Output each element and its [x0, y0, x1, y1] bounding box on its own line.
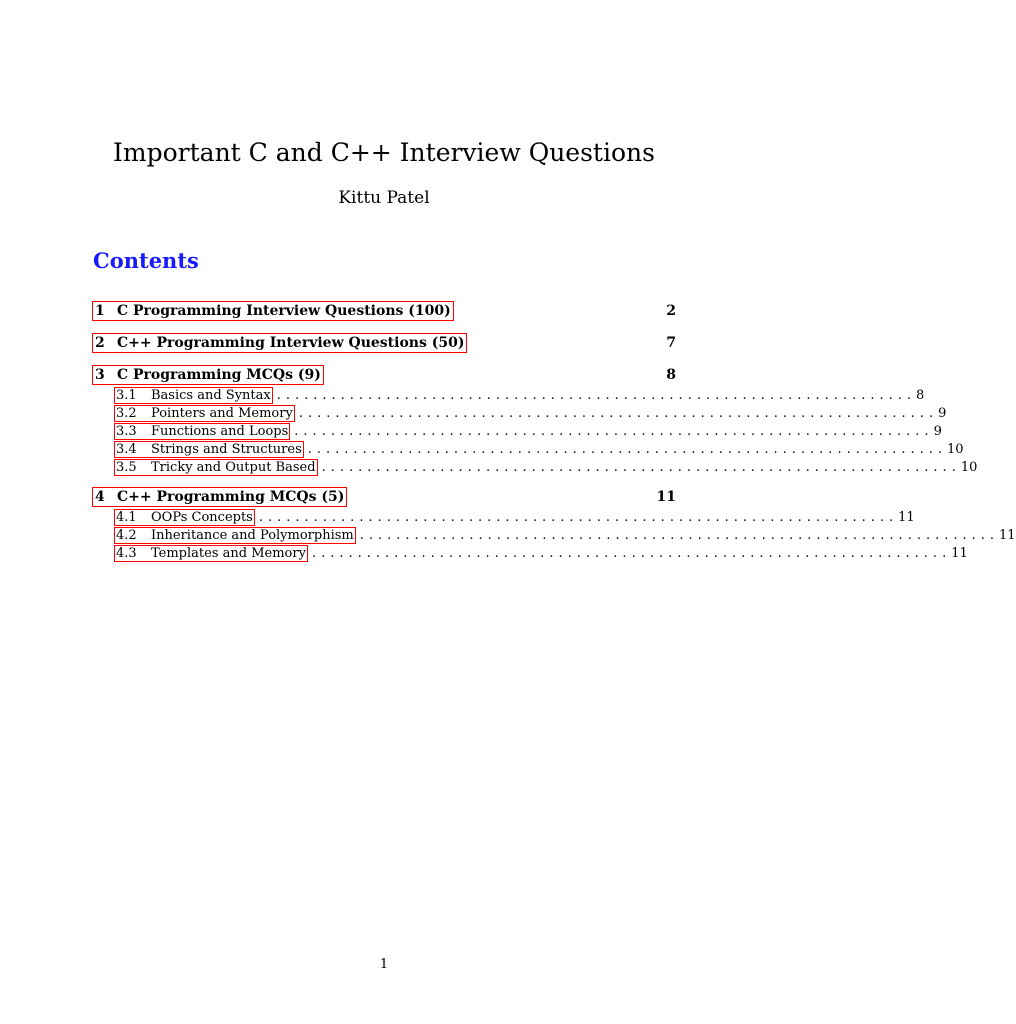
toc-leader-dots: ......................................................................	[298, 406, 939, 421]
toc-subsection-3-3	[92, 423, 942, 441]
toc-subsection-page: 11	[951, 546, 968, 561]
toc-subsection-4-1	[92, 509, 915, 527]
toc-subsection-number: 3.3	[116, 424, 137, 439]
toc-leader-dots: ......................................................................	[258, 510, 899, 525]
toc-subsection-number: 3.2	[116, 406, 137, 421]
document-title: Important C and C++ Interview Questions	[113, 138, 655, 167]
toc-leader-dots: ......................................................................	[294, 424, 934, 439]
toc-section-1	[92, 301, 676, 323]
toc-subsection-number: 4.3	[116, 546, 137, 561]
toc-section-title: C++ Programming Interview Questions (50)	[117, 335, 465, 351]
toc-subsection-title: Basics and Syntax	[151, 388, 271, 403]
toc-subsection-title: Templates and Memory	[151, 546, 306, 561]
toc-link-subsection-4-1[interactable]	[114, 509, 255, 526]
toc-section-number: 4	[95, 489, 105, 505]
toc-subsection-number: 3.1	[116, 388, 137, 403]
toc-section-4	[92, 487, 676, 509]
toc-link-section-2[interactable]	[92, 333, 467, 353]
toc-subsection-title: Functions and Loops	[151, 424, 289, 439]
toc-leader-dots: ......................................................................	[276, 388, 916, 403]
toc-subsection-title: OOPs Concepts	[151, 510, 253, 525]
toc-subsection-page: 9	[933, 424, 942, 439]
toc-subsection-number: 4.2	[116, 528, 137, 543]
toc-link-subsection-4-2[interactable]	[114, 527, 356, 544]
toc-section-page: 11	[656, 489, 676, 505]
toc-leader-dots: ......................................................................	[359, 528, 1000, 543]
toc-subsection-number: 3.4	[116, 442, 137, 457]
toc-subsection-number: 4.1	[116, 510, 137, 525]
toc-subsection-title: Pointers and Memory	[151, 406, 293, 421]
toc-subsection-title: Tricky and Output Based	[151, 460, 316, 475]
toc-section-3	[92, 365, 676, 387]
toc-subsection-4-3	[92, 545, 968, 563]
toc-section-number: 3	[95, 367, 105, 383]
toc-link-subsection-3-5[interactable]	[114, 459, 318, 476]
toc-link-subsection-4-3[interactable]	[114, 545, 308, 562]
toc-link-section-1[interactable]	[92, 301, 454, 321]
toc-section-page: 2	[666, 303, 676, 319]
toc-leader-dots: ......................................................................	[307, 442, 948, 457]
toc-subsection-title: Inheritance and Polymorphism	[151, 528, 354, 543]
toc-link-section-4[interactable]	[92, 487, 347, 507]
toc-section-title: C Programming MCQs (9)	[117, 367, 321, 383]
toc-subsection-4-2	[92, 527, 1016, 545]
toc-link-subsection-3-4[interactable]	[114, 441, 304, 458]
toc-subsection-page: 8	[916, 388, 925, 403]
page-number: 1	[379, 957, 389, 972]
table-of-contents	[92, 301, 1016, 563]
toc-subsection-3-4	[92, 441, 964, 459]
toc-subsection-title: Strings and Structures	[151, 442, 302, 457]
toc-link-subsection-3-1[interactable]	[114, 387, 273, 404]
toc-subsection-3-2	[92, 405, 947, 423]
toc-subsection-3-5	[92, 459, 978, 477]
toc-link-section-3[interactable]	[92, 365, 324, 385]
toc-section-page: 7	[666, 335, 676, 351]
toc-section-number: 1	[95, 303, 105, 319]
toc-subsection-page: 11	[898, 510, 915, 525]
toc-section-page: 8	[666, 367, 676, 383]
toc-subsection-number: 3.5	[116, 460, 137, 475]
toc-section-title: C++ Programming MCQs (5)	[117, 489, 345, 505]
toc-subsection-page: 10	[947, 442, 964, 457]
toc-leader-dots: ......................................................................	[321, 460, 961, 475]
toc-section-title: C Programming Interview Questions (100)	[117, 303, 451, 319]
toc-section-2	[92, 333, 676, 355]
toc-link-subsection-3-2[interactable]	[114, 405, 295, 422]
toc-section-number: 2	[95, 335, 105, 351]
toc-leader-dots: ......................................................................	[311, 546, 952, 561]
document-author: Kittu Patel	[338, 188, 430, 208]
toc-subsection-page: 9	[938, 406, 947, 421]
contents-heading: Contents	[93, 248, 199, 273]
toc-link-subsection-3-3[interactable]	[114, 423, 290, 440]
toc-subsection-page: 11	[999, 528, 1016, 543]
toc-subsection-page: 10	[960, 460, 978, 475]
toc-subsection-3-1	[92, 387, 925, 405]
